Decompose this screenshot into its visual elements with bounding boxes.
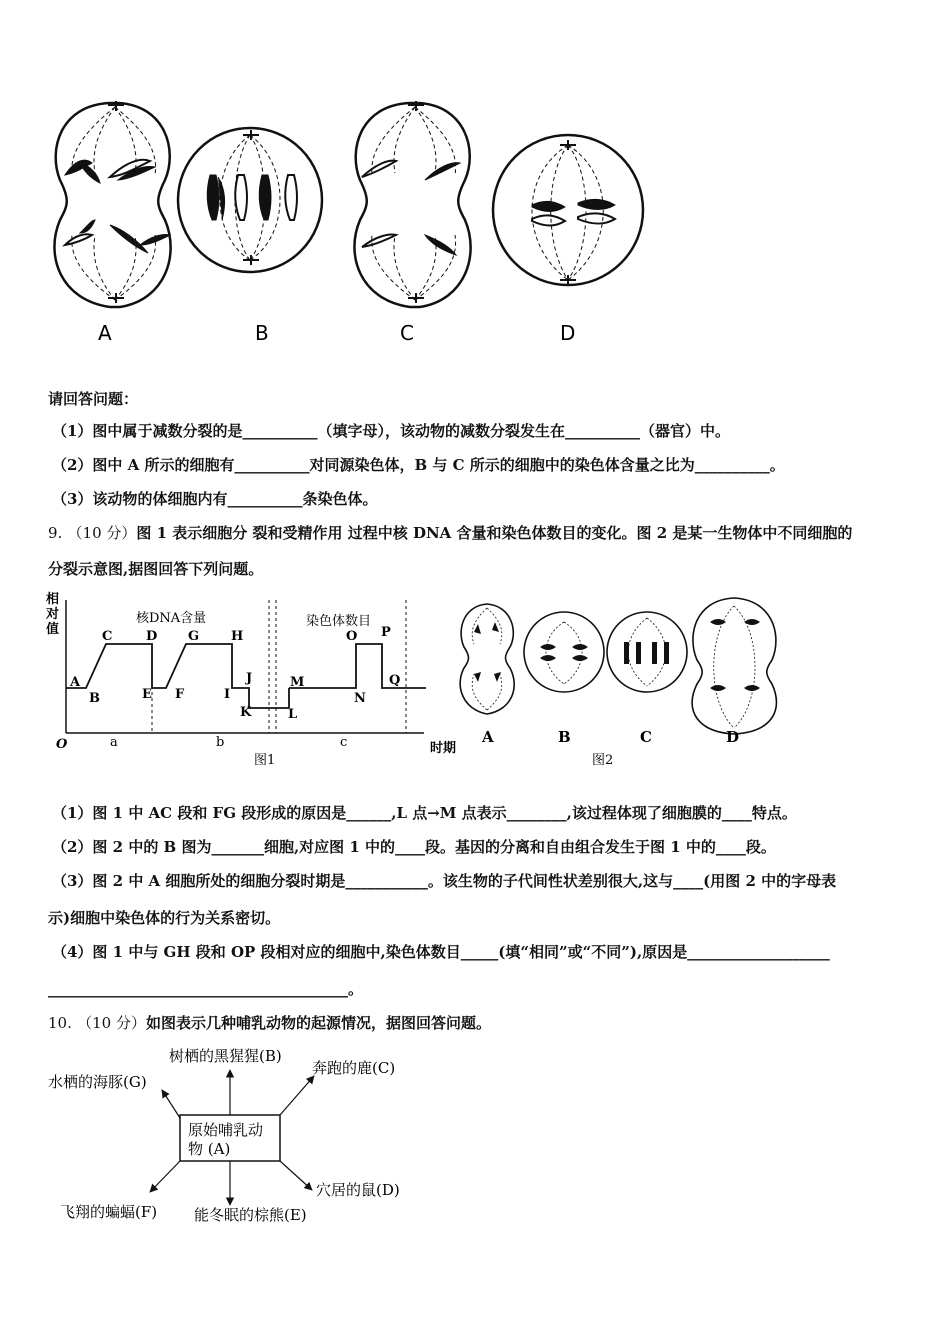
cell-label-c: C — [400, 321, 414, 345]
q10-number: 10. — [48, 1014, 72, 1032]
q9-item-4-cont: ________________________________________。 — [48, 980, 364, 998]
q9-item-3-cont: 示)细胞中染色体的行为关系密切。 — [48, 909, 281, 927]
q10-stem-text: 如图表示几种哺乳动物的起源情况，据图回答问题。 — [145, 1014, 491, 1032]
branch-e: 能冬眠的棕熊(E) — [194, 1206, 307, 1224]
q9-stem-text: 图 1 表示细胞分 裂和受精作用 过程中核 DNA 含量和染色体数目的变化。图 2 是某一生物体中不同细胞的 — [136, 524, 853, 542]
q9-item-1: （1）图 1 中 AC 段和 FG 段形成的原因是______,L 点→M 点表示________,该过程体现了细胞膜的____特点。 — [52, 804, 797, 822]
fig1-point-n: N — [354, 691, 366, 706]
q8-intro: 请回答问题： — [48, 390, 139, 408]
cell-b-outline — [178, 128, 322, 272]
fig2-cell-a-outline — [460, 604, 514, 714]
fig1-point-o: O — [346, 629, 358, 644]
cell-d-outline — [493, 135, 643, 285]
q8-item-1: （1）图中属于减数分裂的是__________（填字母），该动物的减数分裂发生在__________（器官）中。 — [52, 422, 730, 440]
fig1-ylabel-2: 对 — [46, 607, 60, 622]
branch-d: 穴居的鼠(D) — [316, 1181, 400, 1199]
fig1-point-l: L — [288, 707, 298, 722]
fig1-title-dna: 核DNA含量 — [136, 611, 207, 626]
q10-score: （10 分） — [77, 1014, 146, 1032]
fig2-cells — [452, 592, 782, 770]
q8-item-3: （3）该动物的体细胞内有__________条染色体。 — [52, 490, 378, 508]
fig1-segment-b: b — [216, 735, 225, 750]
q10-diagram — [44, 1040, 424, 1230]
fig1-point-i: I — [224, 687, 231, 702]
cell-label-b: B — [255, 321, 269, 345]
center-label-2: 物 (A) — [188, 1140, 231, 1158]
branch-c: 奔跑的鹿(C) — [312, 1059, 396, 1077]
fig1-point-j: J — [246, 671, 253, 686]
fig1-origin: O — [56, 737, 68, 752]
fig2-cell-b-outline — [524, 612, 604, 692]
fig2-label-d: D — [726, 728, 740, 746]
branch-g: 水栖的海豚(G) — [48, 1073, 147, 1091]
fig1-title-chrom: 染色体数目 — [306, 614, 372, 629]
fig1-point-q: Q — [389, 673, 401, 688]
fig1-point-a: A — [70, 675, 81, 690]
fig1-point-e: E — [142, 687, 152, 702]
branch-f: 飞翔的蝙蝠(F) — [60, 1203, 158, 1221]
fig1-point-m: M — [290, 675, 305, 690]
fig1-point-b: B — [89, 691, 100, 706]
cell-label-d: D — [560, 321, 576, 345]
fig1-ylabel-1: 相 — [46, 592, 60, 607]
fig2-label-b: B — [558, 728, 571, 746]
fig2-cell-c-outline — [607, 612, 687, 692]
fig1-point-f: F — [175, 687, 185, 702]
branch-b: 树栖的黑猩猩(B) — [169, 1047, 282, 1065]
q9-score: （10 分） — [67, 524, 137, 542]
q9-number: 9. — [48, 524, 63, 542]
fig1-ylabel-3: 值 — [46, 622, 60, 637]
q10-stem — [48, 1012, 491, 1033]
fig1-xlabel: 时期 — [430, 741, 457, 756]
q9-item-3: （3）图 2 中 A 细胞所处的细胞分裂时期是___________。该生物的子代间性状差别很大,这与____(用图 2 中的字母表 — [52, 872, 837, 890]
fig1-point-k: K — [240, 705, 252, 720]
cell-c-outline — [354, 103, 470, 307]
cell-label-a: A — [98, 321, 112, 345]
fig1-graph — [44, 588, 464, 773]
fig2-label-a: A — [482, 728, 494, 746]
cell-a-outline — [54, 103, 170, 307]
cell-division-figure — [40, 95, 660, 355]
fig2-cell-d-outline — [692, 598, 776, 734]
fig1-point-h: H — [231, 629, 244, 644]
fig2-label-c: C — [640, 728, 652, 746]
fig1-point-g: G — [188, 629, 200, 644]
fig1-segment-c: c — [340, 735, 348, 750]
q9-stem-line-1 — [48, 522, 852, 543]
fig1-point-c: C — [102, 629, 113, 644]
fig2-caption: 图2 — [592, 753, 614, 768]
q8-item-2: （2）图中 A 所示的细胞有__________对同源染色体，B 与 C 所示的细胞中的染色体含量之比为__________。 — [52, 456, 785, 474]
q9-stem-line-2: 分裂示意图,据图回答下列问题。 — [48, 560, 264, 578]
q9-item-4: （4）图 1 中与 GH 段和 OP 段相对应的细胞中,染色体数目_____(填“相同”或“不同”),原因是___________________ — [52, 943, 830, 961]
fig1-point-p: P — [381, 625, 391, 640]
q9-item-2: （2）图 2 中的 B 图为_______细胞,对应图 1 中的____段。基因的分离和自由组合发生于图 1 中的____段。 — [52, 838, 776, 856]
fig1-caption: 图1 — [254, 753, 276, 768]
fig1-point-d: D — [146, 629, 158, 644]
center-label-1: 原始哺乳动 — [188, 1121, 264, 1139]
fig1-segment-a: a — [110, 735, 118, 750]
